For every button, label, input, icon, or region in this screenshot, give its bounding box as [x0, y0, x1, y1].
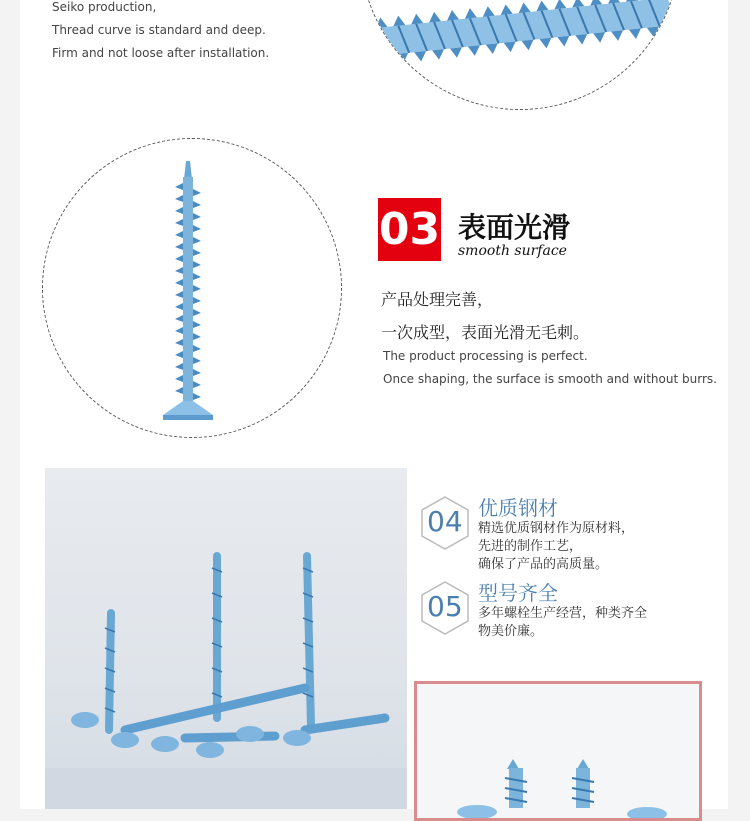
section-number: 04: [427, 505, 463, 538]
feature-line: Firm and not loose after installation.: [52, 46, 270, 60]
product-detail-page: [20, 0, 728, 809]
feature-line: 物美价廉。: [478, 624, 544, 639]
feature-line: 精选优质钢材作为原材料，: [478, 521, 635, 536]
self-tapping-screw-photo: [414, 681, 702, 821]
section-title: 表面光滑: [458, 211, 571, 244]
feature-line: 多年螺栓生产经营，种类齐全: [478, 606, 648, 621]
feature-line: Seiko production,: [52, 0, 157, 14]
feature-line-en: Once shaping, the surface is smooth and without burrs.: [383, 372, 717, 386]
feature-line-en: The product processing is perfect.: [383, 349, 588, 363]
drill-point-screws-graphic: [417, 684, 702, 821]
feature-line: Thread curve is standard and deep.: [52, 23, 266, 37]
section-title: 优质钢材: [478, 496, 558, 520]
section-number-badge: 03: [378, 198, 441, 261]
feature-line: 确保了产品的高质量。: [478, 557, 609, 572]
vertical-screw-graphic: [43, 139, 341, 437]
screws-group-graphic: [45, 468, 407, 809]
feature-line-cn: 产品处理完善，: [381, 290, 494, 309]
thread-closeup-graphic: [361, 0, 679, 109]
section-subtitle: smooth surface: [458, 243, 567, 259]
smooth-screw-image: [42, 138, 342, 438]
thread-closeup-image: [360, 0, 680, 110]
section-number: 05: [427, 590, 463, 623]
section-title: 型号齐全: [478, 581, 558, 605]
screws-group-photo: [45, 468, 407, 809]
feature-line-cn: 一次成型，表面光滑无毛刺。: [381, 323, 590, 342]
feature-line: 先进的制作工艺，: [478, 539, 583, 554]
